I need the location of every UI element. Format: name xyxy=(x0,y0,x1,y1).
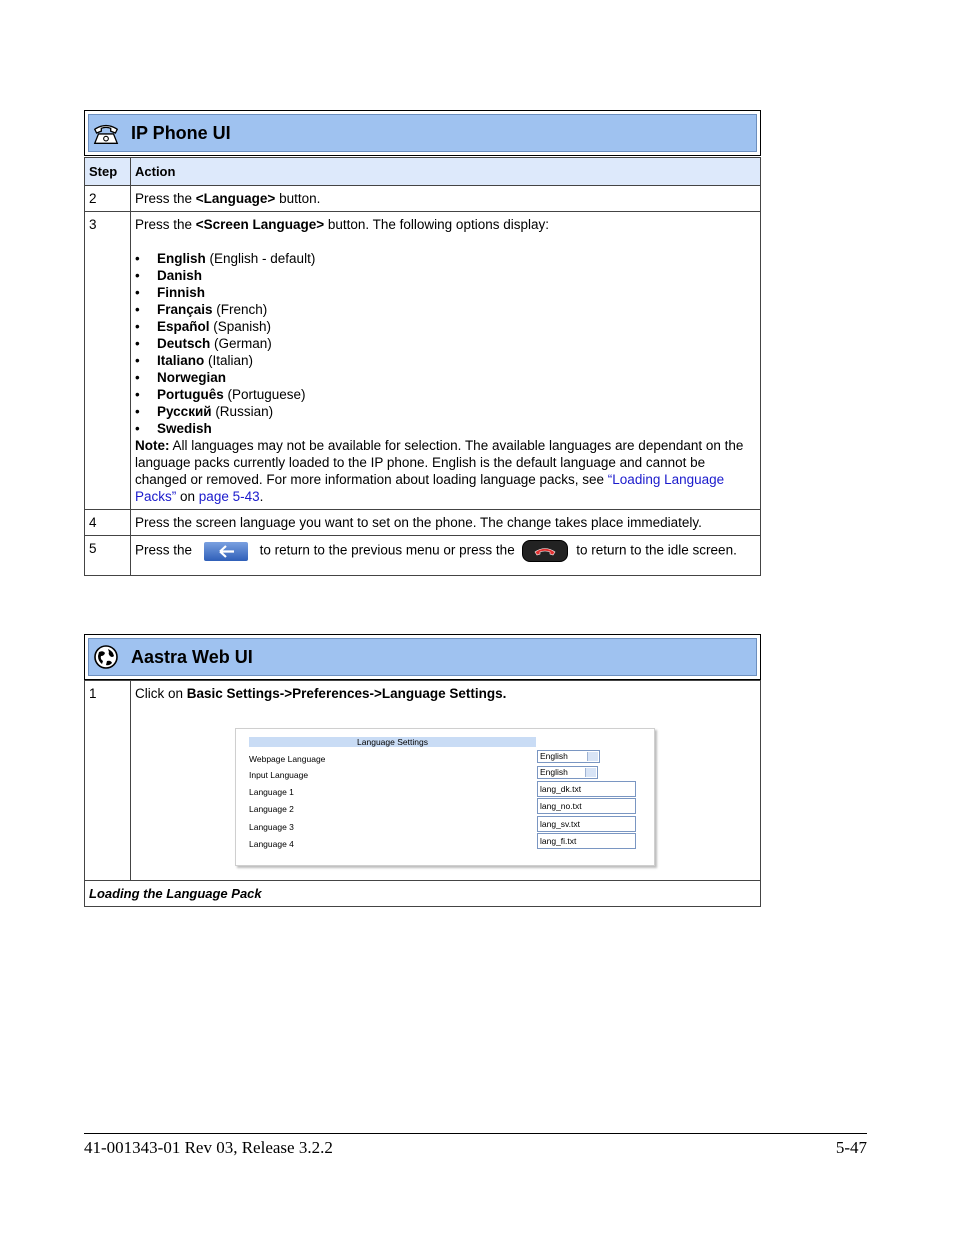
aastra-web-ui-steps-table xyxy=(84,680,761,907)
language-4-label: Language 4 xyxy=(249,839,294,849)
table-row xyxy=(85,536,761,576)
step-action: Press the screen language you want to set on the phone. The change takes place immediately. xyxy=(131,510,761,536)
step-action: Press the to return to the previous menu or press the to return to the idle screen. xyxy=(131,536,761,576)
input-language-label: Input Language xyxy=(249,770,309,780)
chevron-down-icon xyxy=(587,752,598,761)
language-2-input[interactable]: lang_no.txt xyxy=(537,798,636,814)
ip-phone-ui-header-bar xyxy=(88,114,757,152)
language-4-input[interactable]: lang_fi.txt xyxy=(537,833,636,849)
language-1-label: Language 1 xyxy=(249,787,294,797)
language-item: • Norwegian xyxy=(135,369,756,386)
column-header-step: Step xyxy=(85,158,131,186)
language-item: • English (English - default) xyxy=(135,250,756,267)
column-header-action: Action xyxy=(131,158,761,186)
language-settings-screenshot xyxy=(235,728,655,866)
footer-divider xyxy=(84,1133,867,1134)
aastra-web-ui-header-bar xyxy=(88,638,757,676)
language-list xyxy=(135,250,756,437)
language-item: • Español (Spanish) xyxy=(135,318,756,335)
aastra-web-ui-header xyxy=(84,634,761,680)
table-header-row xyxy=(85,158,761,186)
language-item: • Finnish xyxy=(135,284,756,301)
table-row xyxy=(85,510,761,536)
section-title: IP Phone UI xyxy=(131,122,231,143)
language-item: • Swedish xyxy=(135,420,756,437)
language-item: • Danish xyxy=(135,267,756,284)
step-action: Press the <Language> button. xyxy=(131,186,761,212)
menu-path: Basic Settings->Preferences->Language Settings. xyxy=(186,686,507,701)
table-row xyxy=(85,186,761,212)
language-item: • Русский (Russian) xyxy=(135,403,756,420)
table-row xyxy=(85,212,761,510)
language-2-label: Language 2 xyxy=(249,804,294,814)
webpage-language-select[interactable]: English xyxy=(537,750,600,763)
language-item: • Deutsch (German) xyxy=(135,335,756,352)
note-paragraph: Note: All languages may not be available for selection. The available languages are dependant on the language packs currently loaded to the IP phone. English is the default language and cannot be changed or removed. For more information about loading language packs, see “Loading Language Packs” on page 5-43. xyxy=(135,438,744,504)
step-action: Press the <Screen Language> button. The following options display: • English (English - default) • Danish • Finnish • Français (French) • Español (Spanish) • Deutsch (German) • Italiano (Italian) • Norwegian • Português (Portuguese) • Русский (Russian) • Swedish Note: All languages may not be available for selection. The available languages are dependant on the language packs currently loaded to the IP phone. English is the default language and cannot be changed or removed. For more information about loading language packs, see “Loading Language Packs” on page 5-43. xyxy=(131,212,761,510)
section-title: Aastra Web UI xyxy=(131,646,253,667)
globe-icon xyxy=(91,643,121,671)
phone-icon xyxy=(91,119,121,147)
ip-phone-ui-header xyxy=(84,110,761,156)
input-language-select[interactable]: English xyxy=(537,766,598,779)
step-number: 4 xyxy=(85,510,131,536)
page-number: 5-47 xyxy=(835,1138,867,1157)
language-item: • Português (Portuguese) xyxy=(135,386,756,403)
step-number: 3 xyxy=(85,212,131,510)
caption-row xyxy=(85,881,761,907)
language-item: • Italiano (Italian) xyxy=(135,352,756,369)
chevron-down-icon xyxy=(585,768,596,777)
webpage-language-label: Webpage Language xyxy=(249,754,326,764)
step-action: Click on Basic Settings->Preferences->Language Settings. Language Settings Webpage Language English Input Language English Language 1 lang_dk.txt Language 2 lang_no.txt Language 3 lang_sv.txt Language 4 lang_fi.txt xyxy=(131,681,761,881)
back-arrow-icon xyxy=(204,542,248,561)
screen-language-button-name: <Screen Language> xyxy=(195,217,325,232)
step-number: 5 xyxy=(85,536,131,576)
table-row xyxy=(85,681,761,881)
language-button-name: <Language> xyxy=(195,191,276,206)
step-number: 2 xyxy=(85,186,131,212)
ip-phone-steps-table xyxy=(84,157,761,576)
language-settings-heading: Language Settings xyxy=(249,737,536,747)
table-caption: Loading the Language Pack xyxy=(85,881,761,907)
language-item: • Français (French) xyxy=(135,301,756,318)
step-number: 1 xyxy=(85,681,131,881)
document-revision: 41-001343-01 Rev 03, Release 3.2.2 xyxy=(84,1138,333,1157)
language-3-input[interactable]: lang_sv.txt xyxy=(537,816,636,832)
language-1-input[interactable]: lang_dk.txt xyxy=(537,781,636,797)
goodbye-phone-icon xyxy=(522,540,568,562)
loading-language-packs-link[interactable]: “Loading Language Packs” xyxy=(135,472,725,504)
language-3-label: Language 3 xyxy=(249,822,294,832)
page-5-43-link[interactable]: page 5-43 xyxy=(198,489,260,504)
